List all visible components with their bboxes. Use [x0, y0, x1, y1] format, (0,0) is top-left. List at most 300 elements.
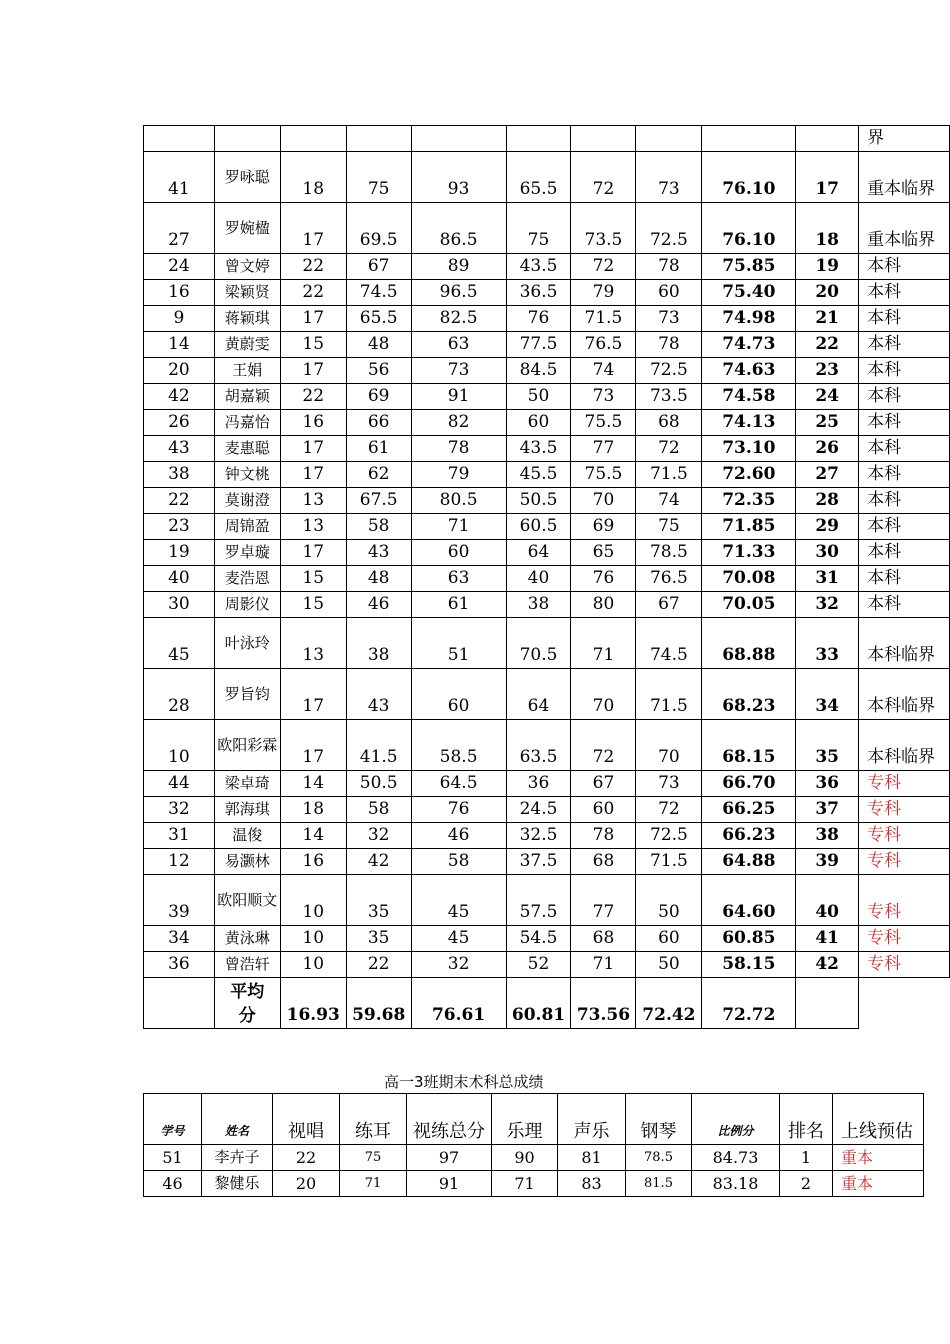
total-score: 76 [411, 797, 506, 823]
ratio-score: 74.73 [702, 332, 796, 358]
sightsinging-score: 14 [280, 771, 346, 797]
vocal-score: 67 [571, 771, 636, 797]
sightsinging-score: 17 [280, 358, 346, 384]
estimate: 本科 [859, 306, 950, 332]
student-name: 罗旨钧 [214, 669, 280, 720]
vocal-score: 71.5 [571, 306, 636, 332]
sightsinging-score: 15 [280, 592, 346, 618]
rank: 19 [796, 254, 859, 280]
ratio-score: 76.10 [702, 203, 796, 254]
student-name: 周影仪 [214, 592, 280, 618]
ratio-score: 66.23 [702, 823, 796, 849]
ear-training-score: 48 [346, 566, 411, 592]
average-sightsinging-score: 16.93 [280, 978, 346, 1029]
sightsinging-score: 10 [280, 952, 346, 978]
table-row [144, 618, 950, 669]
estimate: 本科 [859, 254, 950, 280]
table-row [144, 566, 950, 592]
ear-training-score: 38 [346, 618, 411, 669]
student-id: 40 [144, 566, 215, 592]
ear-training-score: 75 [340, 1145, 407, 1171]
student-id: 36 [144, 952, 215, 978]
table-row [144, 254, 950, 280]
total-score: 71 [411, 514, 506, 540]
theory-score: 37.5 [506, 849, 571, 875]
table-row [144, 849, 950, 875]
average-ratio-score: 72.72 [702, 978, 796, 1029]
ratio-score: 84.73 [692, 1145, 780, 1171]
total-score: 93 [411, 152, 506, 203]
student-name: 罗卓璇 [214, 540, 280, 566]
table-row [144, 462, 950, 488]
ear-training-score: 66 [346, 410, 411, 436]
theory-score: 52 [506, 952, 571, 978]
total-score: 82 [411, 410, 506, 436]
student-name: 易灏林 [214, 849, 280, 875]
ear-training-score: 35 [346, 875, 411, 926]
class3-scores-table [143, 1093, 924, 1197]
total-score: 46 [411, 823, 506, 849]
piano-score: 78.5 [636, 540, 702, 566]
piano-score: 72.5 [636, 358, 702, 384]
estimate: 本科 [859, 540, 950, 566]
header-theory: 乐理 [492, 1094, 558, 1145]
student-name: 麦浩恩 [214, 566, 280, 592]
sightsinging-score: 15 [280, 332, 346, 358]
theory-score: 60 [506, 410, 571, 436]
rank: 22 [796, 332, 859, 358]
rank: 2 [780, 1171, 833, 1197]
average-ear-training-score: 59.68 [346, 978, 411, 1029]
rank: 23 [796, 358, 859, 384]
theory-score: 70.5 [506, 618, 571, 669]
rank: 39 [796, 849, 859, 875]
ear-training-score: 71 [340, 1171, 407, 1197]
total-score: 96.5 [411, 280, 506, 306]
ear-training-score: 43 [346, 669, 411, 720]
piano-score: 67 [636, 592, 702, 618]
vocal-score: 70 [571, 488, 636, 514]
student-id: 38 [144, 462, 215, 488]
sightsinging-score: 17 [280, 462, 346, 488]
student-id: 46 [144, 1171, 202, 1197]
theory-score: 24.5 [506, 797, 571, 823]
ear-training-score: 75 [346, 152, 411, 203]
ratio-score: 75.85 [702, 254, 796, 280]
piano-score: 81.5 [626, 1171, 692, 1197]
average-label: 平均分 [214, 978, 280, 1029]
estimate: 本科临界 [859, 720, 950, 771]
vocal-score: 68 [571, 926, 636, 952]
ratio-score: 71.33 [702, 540, 796, 566]
student-id: 39 [144, 875, 215, 926]
sightsinging-score: 18 [280, 152, 346, 203]
sightsinging-score: 22 [280, 384, 346, 410]
table-caption: 高一3班期末术科总成绩 [384, 1073, 544, 1091]
ear-training-score: 67 [346, 254, 411, 280]
student-id: 27 [144, 203, 215, 254]
student-id: 23 [144, 514, 215, 540]
ear-training-score: 67.5 [346, 488, 411, 514]
vocal-score: 76.5 [571, 332, 636, 358]
ratio-score: 68.88 [702, 618, 796, 669]
empty-cell [859, 978, 950, 1029]
total-score: 63 [411, 332, 506, 358]
ear-training-score: 61 [346, 436, 411, 462]
average-vocal-score: 73.56 [571, 978, 636, 1029]
estimate: 本科 [859, 436, 950, 462]
vocal-score: 72 [571, 720, 636, 771]
total-score: 51 [411, 618, 506, 669]
theory-score: 90 [492, 1145, 558, 1171]
piano-score: 70 [636, 720, 702, 771]
theory-score: 60.5 [506, 514, 571, 540]
theory-score: 71 [492, 1171, 558, 1197]
rank: 38 [796, 823, 859, 849]
sightsinging-score: 17 [280, 306, 346, 332]
ear-training-score: 43 [346, 540, 411, 566]
rank: 21 [796, 306, 859, 332]
vocal-score: 71 [571, 618, 636, 669]
piano-score: 68 [636, 410, 702, 436]
total-score: 89 [411, 254, 506, 280]
estimate: 重本 [833, 1171, 924, 1197]
sightsinging-score: 13 [280, 514, 346, 540]
theory-score: 76 [506, 306, 571, 332]
ear-training-score: 42 [346, 849, 411, 875]
theory-score: 40 [506, 566, 571, 592]
average-total-score: 76.61 [411, 978, 506, 1029]
vocal-score: 79 [571, 280, 636, 306]
estimate: 重本临界 [859, 152, 950, 203]
ear-training-score: 22 [346, 952, 411, 978]
student-name: 黎健乐 [202, 1171, 273, 1197]
student-name: 麦惠聪 [214, 436, 280, 462]
estimate: 专科 [859, 771, 950, 797]
rank: 33 [796, 618, 859, 669]
sightsinging-score: 20 [273, 1171, 340, 1197]
total-score: 32 [411, 952, 506, 978]
sightsinging-score: 16 [280, 410, 346, 436]
table-row [144, 280, 950, 306]
student-id: 19 [144, 540, 215, 566]
ear-training-score: 62 [346, 462, 411, 488]
total-score: 63 [411, 566, 506, 592]
student-name: 曾文婷 [214, 254, 280, 280]
student-name: 冯嘉怡 [214, 410, 280, 436]
student-id: 10 [144, 720, 215, 771]
vocal-score: 71 [571, 952, 636, 978]
rank: 42 [796, 952, 859, 978]
rank: 27 [796, 462, 859, 488]
header-estimate: 上线预估 [833, 1094, 924, 1145]
rank: 35 [796, 720, 859, 771]
ratio-score: 83.18 [692, 1171, 780, 1197]
header-name: 姓名 [202, 1094, 273, 1145]
table-row [144, 152, 950, 203]
total-score: 45 [411, 875, 506, 926]
vocal-score: 73 [571, 384, 636, 410]
student-name: 周锦盈 [214, 514, 280, 540]
rank: 30 [796, 540, 859, 566]
student-name: 钟文桃 [214, 462, 280, 488]
vocal-score: 74 [571, 358, 636, 384]
ear-training-score: 74.5 [346, 280, 411, 306]
header-ear-training: 练耳 [340, 1094, 407, 1145]
rank: 32 [796, 592, 859, 618]
total-score: 64.5 [411, 771, 506, 797]
ear-training-score: 50.5 [346, 771, 411, 797]
student-name: 欧阳顺文 [214, 875, 280, 926]
rank: 29 [796, 514, 859, 540]
estimate: 专科 [859, 926, 950, 952]
student-name: 叶泳玲 [214, 618, 280, 669]
vocal-score: 69 [571, 514, 636, 540]
total-score: 60 [411, 669, 506, 720]
estimate: 重本 [833, 1145, 924, 1171]
estimate: 本科 [859, 332, 950, 358]
vocal-score: 72 [571, 152, 636, 203]
ratio-score: 76.10 [702, 152, 796, 203]
ear-training-score: 69 [346, 384, 411, 410]
total-score: 86.5 [411, 203, 506, 254]
ratio-score: 75.40 [702, 280, 796, 306]
average-row [144, 978, 950, 1029]
piano-score: 72.5 [636, 203, 702, 254]
header-sightsinging: 视唱 [273, 1094, 340, 1145]
vocal-score: 76 [571, 566, 636, 592]
table-row [144, 436, 950, 462]
table-row [144, 358, 950, 384]
sightsinging-score: 13 [280, 618, 346, 669]
student-name: 王娟 [214, 358, 280, 384]
student-id: 20 [144, 358, 215, 384]
ear-training-score: 69.5 [346, 203, 411, 254]
piano-score: 71.5 [636, 849, 702, 875]
total-score: 60 [411, 540, 506, 566]
student-id: 32 [144, 797, 215, 823]
vocal-score: 60 [571, 797, 636, 823]
sightsinging-score: 10 [280, 875, 346, 926]
student-id: 45 [144, 618, 215, 669]
theory-score: 36 [506, 771, 571, 797]
student-id: 9 [144, 306, 215, 332]
total-score: 91 [407, 1171, 492, 1197]
student-name: 曾浩轩 [214, 952, 280, 978]
total-score: 45 [411, 926, 506, 952]
empty-cell [796, 978, 859, 1029]
rank: 31 [796, 566, 859, 592]
ratio-score: 74.13 [702, 410, 796, 436]
table-row [144, 669, 950, 720]
sightsinging-score: 17 [280, 203, 346, 254]
empty-cell [144, 978, 215, 1029]
table-row [144, 306, 950, 332]
piano-score: 72 [636, 436, 702, 462]
table-row [144, 952, 950, 978]
sightsinging-score: 22 [280, 254, 346, 280]
ratio-score: 60.85 [702, 926, 796, 952]
student-id: 24 [144, 254, 215, 280]
vocal-score: 78 [571, 823, 636, 849]
rank: 37 [796, 797, 859, 823]
theory-score: 38 [506, 592, 571, 618]
sightsinging-score: 13 [280, 488, 346, 514]
piano-score: 71.5 [636, 462, 702, 488]
ear-training-score: 46 [346, 592, 411, 618]
rank: 20 [796, 280, 859, 306]
piano-score: 73 [636, 152, 702, 203]
total-score: 97 [407, 1145, 492, 1171]
rank: 24 [796, 384, 859, 410]
estimate: 专科 [859, 875, 950, 926]
student-id: 34 [144, 926, 215, 952]
student-id: 41 [144, 152, 215, 203]
vocal-score: 68 [571, 849, 636, 875]
table-row [144, 203, 950, 254]
vocal-score: 83 [558, 1171, 626, 1197]
total-score: 80.5 [411, 488, 506, 514]
ratio-score: 68.15 [702, 720, 796, 771]
theory-score: 50.5 [506, 488, 571, 514]
ear-training-score: 58 [346, 797, 411, 823]
vocal-score: 77 [571, 875, 636, 926]
ratio-score: 64.88 [702, 849, 796, 875]
theory-score: 64 [506, 669, 571, 720]
piano-score: 50 [636, 875, 702, 926]
theory-score: 64 [506, 540, 571, 566]
ratio-score: 66.25 [702, 797, 796, 823]
piano-score: 78.5 [626, 1145, 692, 1171]
rank: 1 [780, 1145, 833, 1171]
student-name: 郭海琪 [214, 797, 280, 823]
table-row [144, 926, 950, 952]
ratio-score: 64.60 [702, 875, 796, 926]
student-id: 44 [144, 771, 215, 797]
rank: 40 [796, 875, 859, 926]
average-theory-score: 60.81 [506, 978, 571, 1029]
rank: 26 [796, 436, 859, 462]
theory-score: 36.5 [506, 280, 571, 306]
ratio-score: 72.35 [702, 488, 796, 514]
table-row [144, 332, 950, 358]
piano-score: 78 [636, 254, 702, 280]
sightsinging-score: 17 [280, 436, 346, 462]
header-piano: 钢琴 [626, 1094, 692, 1145]
ear-training-score: 65.5 [346, 306, 411, 332]
sightsinging-score: 22 [273, 1145, 340, 1171]
header-ratio: 比例分 [692, 1094, 780, 1145]
ear-training-score: 58 [346, 514, 411, 540]
ratio-score: 74.98 [702, 306, 796, 332]
student-name: 梁颖贤 [214, 280, 280, 306]
ratio-score: 74.58 [702, 384, 796, 410]
theory-score: 45.5 [506, 462, 571, 488]
piano-score: 76.5 [636, 566, 702, 592]
theory-score: 63.5 [506, 720, 571, 771]
student-id: 26 [144, 410, 215, 436]
total-score: 58.5 [411, 720, 506, 771]
estimate: 本科 [859, 592, 950, 618]
piano-score: 73 [636, 771, 702, 797]
student-id: 28 [144, 669, 215, 720]
total-score: 78 [411, 436, 506, 462]
table-row [144, 720, 950, 771]
student-id: 51 [144, 1145, 202, 1171]
piano-score: 60 [636, 926, 702, 952]
student-name: 梁卓琦 [214, 771, 280, 797]
theory-score: 84.5 [506, 358, 571, 384]
table-row [144, 797, 950, 823]
scores-table-continued [143, 125, 950, 1029]
estimate: 专科 [859, 797, 950, 823]
ratio-score: 73.10 [702, 436, 796, 462]
ear-training-score: 56 [346, 358, 411, 384]
estimate: 本科 [859, 514, 950, 540]
ratio-score: 58.15 [702, 952, 796, 978]
sightsinging-score: 18 [280, 797, 346, 823]
table-row [144, 592, 950, 618]
student-name: 罗婉楹 [214, 203, 280, 254]
ratio-score: 70.05 [702, 592, 796, 618]
piano-score: 74 [636, 488, 702, 514]
vocal-score: 72 [571, 254, 636, 280]
piano-score: 73.5 [636, 384, 702, 410]
estimate: 本科 [859, 462, 950, 488]
vocal-score: 70 [571, 669, 636, 720]
table-row [144, 514, 950, 540]
ratio-score: 71.85 [702, 514, 796, 540]
student-name: 蒋颖琪 [214, 306, 280, 332]
sightsinging-score: 14 [280, 823, 346, 849]
total-score: 73 [411, 358, 506, 384]
total-score: 61 [411, 592, 506, 618]
student-name: 李卉子 [202, 1145, 273, 1171]
header-rank: 排名 [780, 1094, 833, 1145]
sightsinging-score: 22 [280, 280, 346, 306]
rank: 25 [796, 410, 859, 436]
rank: 18 [796, 203, 859, 254]
estimate-cell: 界 [859, 126, 950, 152]
table-row [144, 488, 950, 514]
student-id: 43 [144, 436, 215, 462]
table-row [144, 1171, 924, 1197]
sightsinging-score: 17 [280, 669, 346, 720]
total-score: 91 [411, 384, 506, 410]
student-name: 欧阳彩霖 [214, 720, 280, 771]
vocal-score: 75.5 [571, 410, 636, 436]
rank: 34 [796, 669, 859, 720]
ratio-score: 72.60 [702, 462, 796, 488]
piano-score: 78 [636, 332, 702, 358]
theory-score: 77.5 [506, 332, 571, 358]
header-id: 学号 [144, 1094, 202, 1145]
sightsinging-score: 15 [280, 566, 346, 592]
piano-score: 73 [636, 306, 702, 332]
student-id: 22 [144, 488, 215, 514]
ear-training-score: 32 [346, 823, 411, 849]
student-id: 31 [144, 823, 215, 849]
ratio-score: 74.63 [702, 358, 796, 384]
estimate: 重本临界 [859, 203, 950, 254]
piano-score: 75 [636, 514, 702, 540]
ratio-score: 68.23 [702, 669, 796, 720]
piano-score: 72 [636, 797, 702, 823]
table-row [144, 540, 950, 566]
header-vocal: 声乐 [558, 1094, 626, 1145]
student-id: 14 [144, 332, 215, 358]
table-row-top [144, 126, 950, 152]
